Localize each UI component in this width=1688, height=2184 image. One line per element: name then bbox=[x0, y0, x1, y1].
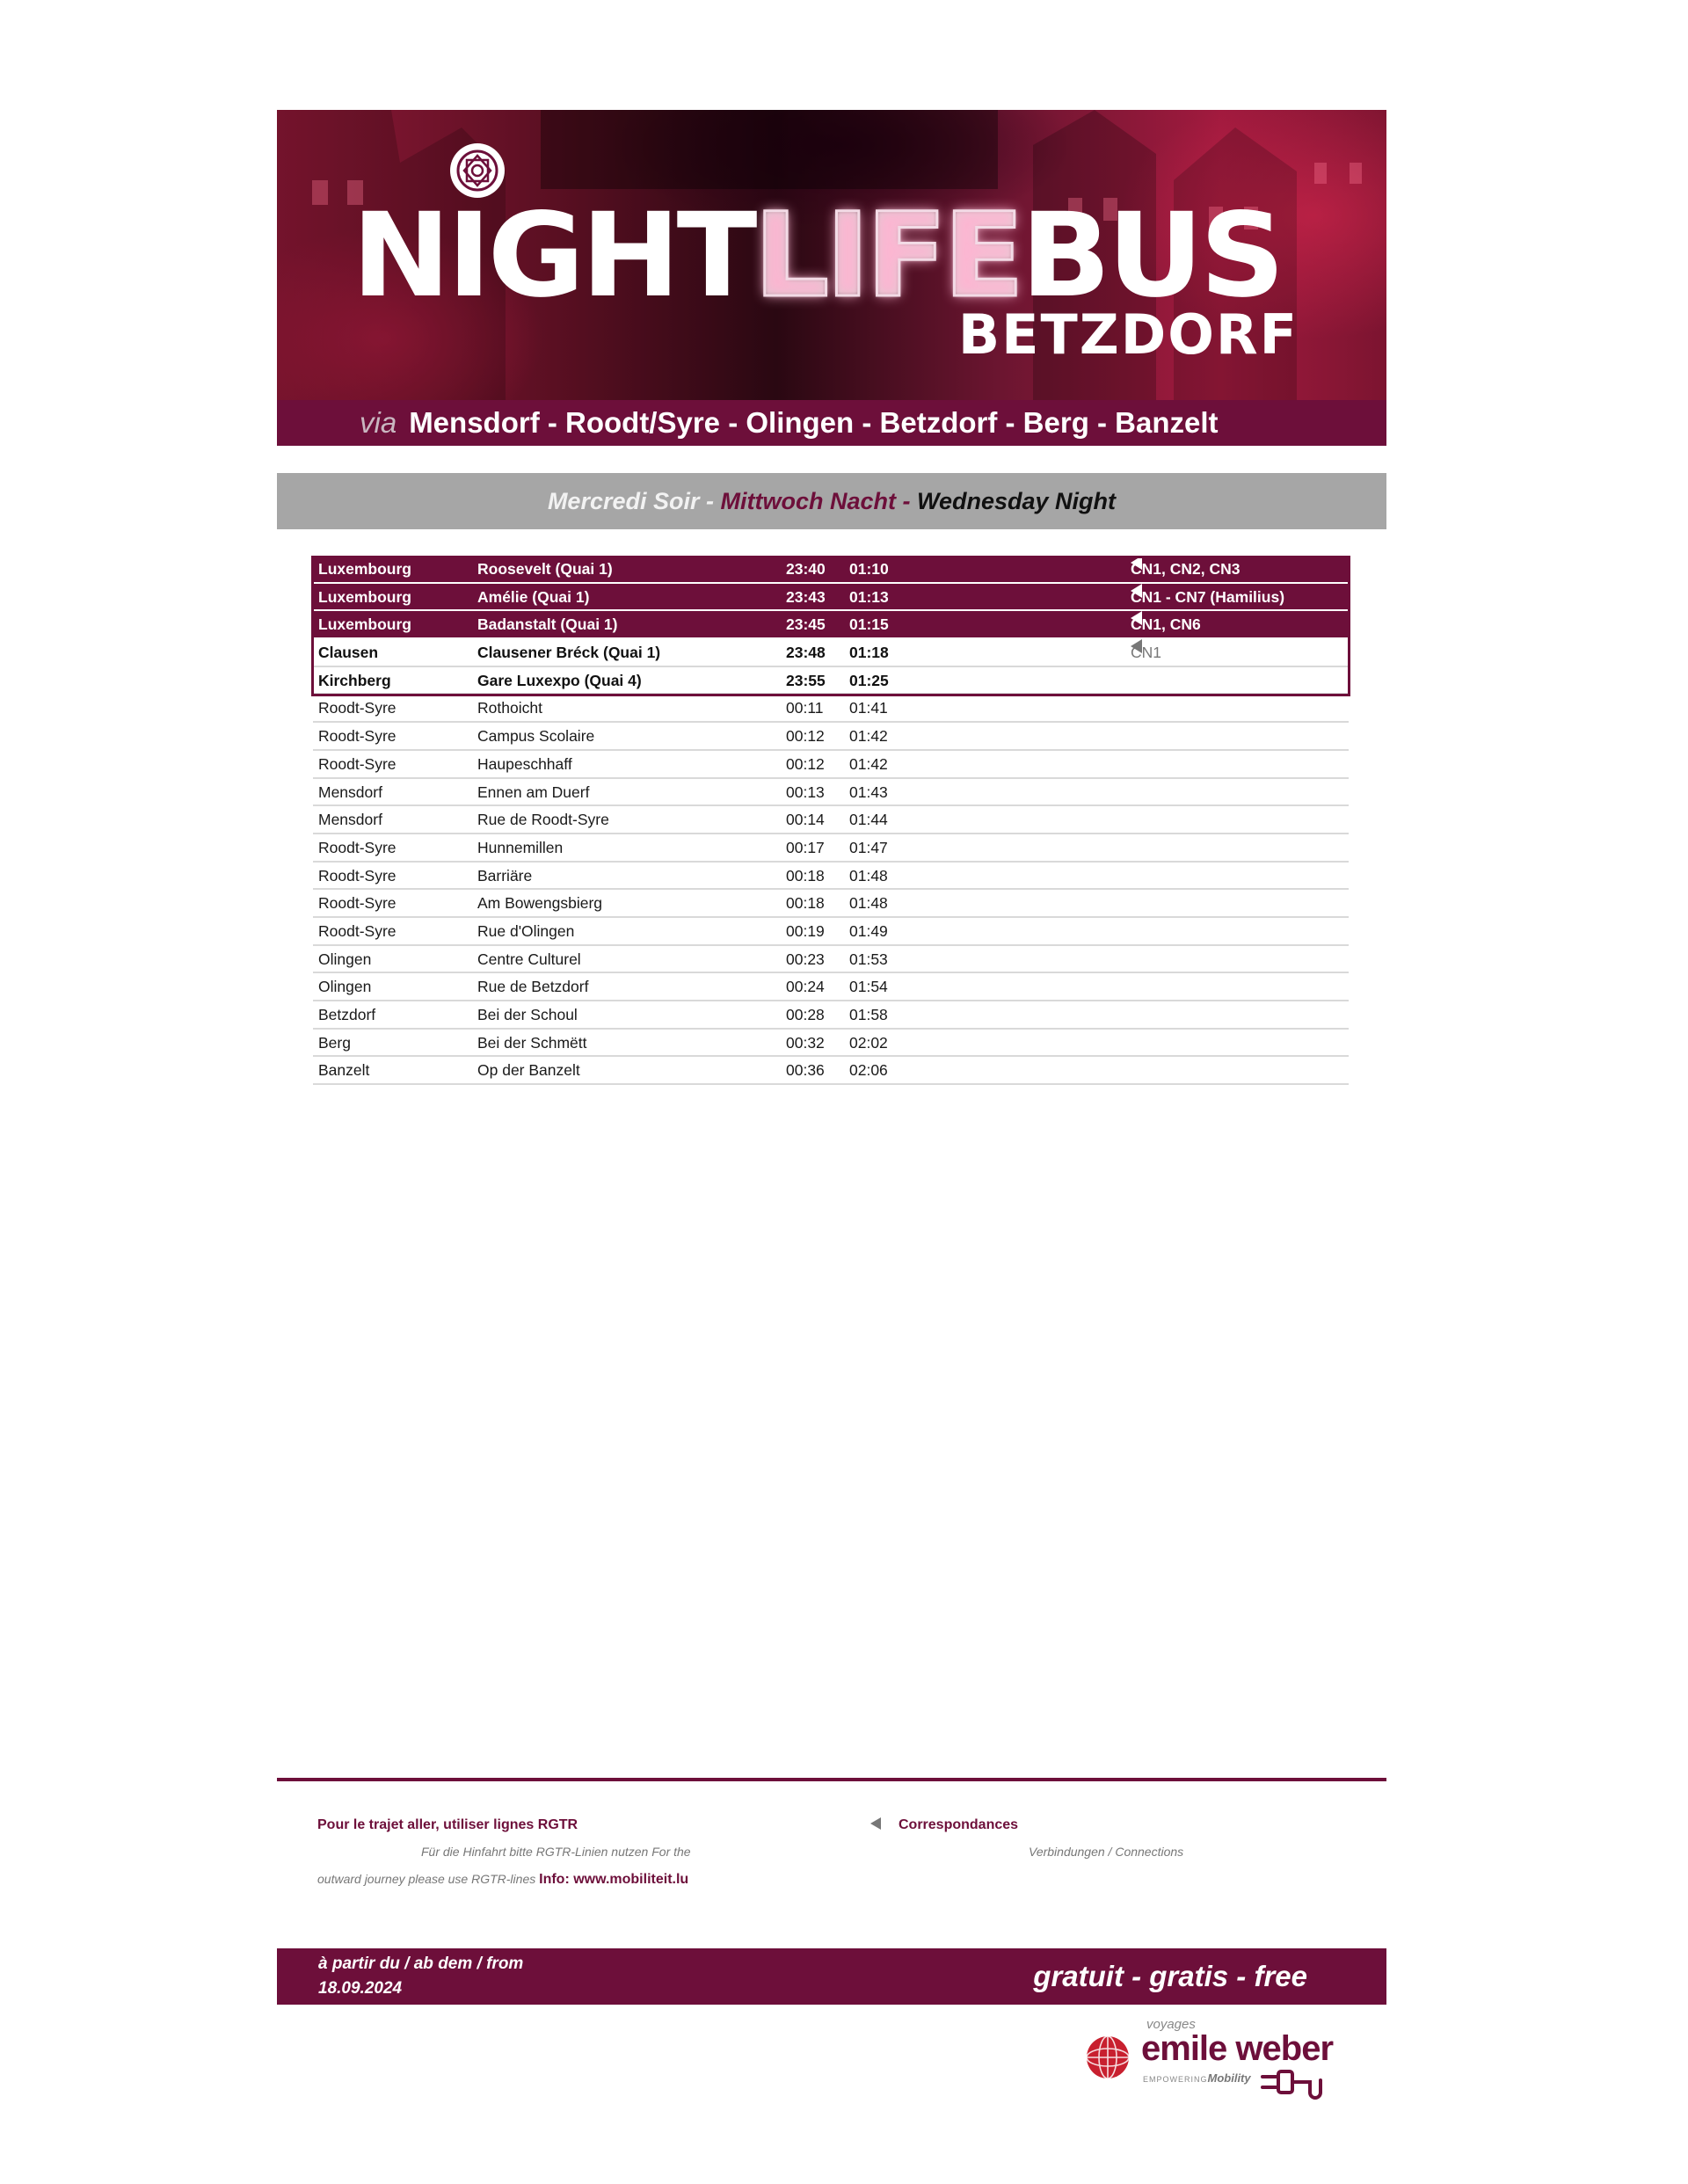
stop-town: Luxembourg bbox=[318, 560, 411, 578]
stop-town: Roodt-Syre bbox=[318, 894, 397, 913]
tagline-small: EMPOWERING bbox=[1143, 2075, 1208, 2084]
departure-time-1: 23:48 bbox=[786, 644, 826, 662]
stop-town: Roodt-Syre bbox=[318, 838, 397, 856]
outward-note-text bbox=[317, 1838, 722, 1893]
stop-name: Campus Scolaire bbox=[477, 727, 595, 746]
connection-lines: CN1, CN6 bbox=[1131, 615, 1201, 634]
stop-name: Rue de Betzdorf bbox=[477, 978, 589, 996]
stop-name: Centre Culturel bbox=[477, 950, 581, 968]
stop-name: Rothoicht bbox=[477, 699, 542, 717]
via-stops: Mensdorf - Roodt/Syre - Olingen - Betzdorf - Berg - Banzelt bbox=[409, 406, 1219, 439]
table-row bbox=[313, 1001, 1349, 1030]
departure-time-1: 00:24 bbox=[786, 978, 825, 996]
footer-divider bbox=[277, 1778, 1386, 1781]
departure-time-1: 00:19 bbox=[786, 921, 825, 940]
stop-name: Bei der Schmëtt bbox=[477, 1033, 587, 1052]
stop-name: Op der Banzelt bbox=[477, 1061, 580, 1080]
stop-name: Badanstalt (Quai 1) bbox=[477, 615, 618, 634]
departure-time-2: 01:47 bbox=[849, 838, 888, 856]
table-row bbox=[313, 723, 1349, 751]
departure-time-2: 02:02 bbox=[849, 1033, 888, 1052]
stop-town: Roodt-Syre bbox=[318, 699, 397, 717]
globe-icon bbox=[1083, 2033, 1132, 2082]
stop-town: Mensdorf bbox=[318, 783, 382, 801]
service-day-bar bbox=[277, 473, 1386, 529]
departure-time-1: 00:12 bbox=[786, 727, 825, 746]
stop-name: Roosevelt (Quai 1) bbox=[477, 560, 613, 578]
departure-time-2: 01:58 bbox=[849, 1006, 888, 1023]
connection-lines: CN1, CN2, CN3 bbox=[1131, 560, 1241, 578]
table-row bbox=[313, 667, 1349, 695]
departure-time-2: 01:48 bbox=[849, 894, 888, 913]
outward-note-heading: Pour le trajet aller, utiliser lignes RGTR bbox=[317, 1817, 578, 1832]
validity-bar bbox=[277, 1948, 1386, 2005]
stop-town: Olingen bbox=[318, 950, 372, 968]
departure-time-2: 01:42 bbox=[849, 754, 888, 773]
timetable bbox=[313, 556, 1349, 1085]
stop-name: Haupeschhaff bbox=[477, 754, 572, 773]
departure-time-1: 23:45 bbox=[786, 615, 826, 634]
tagline-big: Mobility bbox=[1207, 2071, 1251, 2085]
stop-town: Mensdorf bbox=[318, 811, 382, 829]
departure-time-2: 01:41 bbox=[849, 699, 888, 717]
table-row bbox=[313, 890, 1349, 918]
operator-logo bbox=[1083, 2012, 1356, 2100]
departure-time-2: 01:18 bbox=[849, 644, 889, 662]
day-label-de: Mittwoch Nacht - bbox=[720, 488, 917, 514]
table-row bbox=[313, 1030, 1349, 1058]
connection-arrow-icon bbox=[1131, 611, 1142, 625]
departure-time-2: 02:06 bbox=[849, 1061, 888, 1080]
valid-from-label: à partir du / ab dem / from bbox=[318, 1955, 524, 1973]
table-row bbox=[313, 779, 1349, 807]
departure-time-1: 00:17 bbox=[786, 838, 825, 856]
via-strip bbox=[277, 400, 1386, 446]
departure-time-2: 01:43 bbox=[849, 783, 888, 801]
departure-time-1: 00:32 bbox=[786, 1033, 825, 1052]
stop-town: Roodt-Syre bbox=[318, 866, 397, 885]
title-night: NIGHT bbox=[352, 188, 754, 324]
connections-cell bbox=[1131, 556, 1240, 584]
departure-time-2: 01:54 bbox=[849, 978, 888, 996]
table-row bbox=[313, 863, 1349, 891]
stop-name: Amélie (Quai 1) bbox=[477, 587, 590, 606]
stop-name: Rue de Roodt-Syre bbox=[477, 811, 609, 829]
connection-lines: CN1 bbox=[1131, 644, 1162, 662]
departure-time-1: 00:13 bbox=[786, 783, 825, 801]
outward-note-line1: Für die Hinfahrt bitte RGTR-Linien nutzen For the bbox=[421, 1845, 691, 1859]
valid-from-date: 18.09.2024 bbox=[318, 1979, 403, 1998]
departure-time-2: 01:42 bbox=[849, 727, 888, 746]
header-banner bbox=[277, 110, 1386, 446]
connections-cell bbox=[1131, 611, 1201, 639]
stop-town: Olingen bbox=[318, 978, 372, 996]
stop-town: Luxembourg bbox=[318, 615, 411, 634]
departure-time-2: 01:10 bbox=[849, 560, 889, 578]
stop-name: Bei der Schoul bbox=[477, 1006, 578, 1023]
departure-time-2: 01:13 bbox=[849, 587, 889, 606]
table-row bbox=[313, 639, 1349, 667]
title-life: LIFE bbox=[753, 188, 1021, 324]
stop-town: Roodt-Syre bbox=[318, 727, 397, 746]
table-row bbox=[313, 584, 1349, 612]
table-row bbox=[313, 556, 1349, 584]
table-row bbox=[313, 973, 1349, 1001]
info-link[interactable]: Info: www.mobiliteit.lu bbox=[539, 1872, 689, 1887]
stop-town: Luxembourg bbox=[318, 587, 411, 606]
departure-time-1: 00:36 bbox=[786, 1061, 825, 1080]
day-label-en: Wednesday Night bbox=[917, 488, 1117, 514]
connections-heading: Correspondances bbox=[899, 1817, 1019, 1832]
stop-town: Roodt-Syre bbox=[318, 921, 397, 940]
day-label-fr: Mercredi Soir - bbox=[547, 488, 721, 514]
departure-time-1: 00:18 bbox=[786, 866, 825, 885]
connection-lines: CN1 - CN7 (Hamilius) bbox=[1131, 587, 1285, 606]
free-fare-label: gratuit - gratis - free bbox=[1033, 1960, 1307, 1992]
departure-time-1: 00:28 bbox=[786, 1006, 825, 1023]
stop-town: Berg bbox=[318, 1033, 351, 1052]
departure-time-2: 01:48 bbox=[849, 866, 888, 885]
stop-town: Banzelt bbox=[318, 1061, 370, 1080]
connection-arrow-icon bbox=[1131, 639, 1142, 653]
table-row bbox=[313, 834, 1349, 863]
departure-time-2: 01:25 bbox=[849, 671, 889, 689]
departure-time-1: 00:23 bbox=[786, 950, 825, 968]
departure-time-1: 00:11 bbox=[786, 699, 824, 717]
connections-cell bbox=[1131, 639, 1161, 667]
stop-town: Roodt-Syre bbox=[318, 754, 397, 773]
table-row bbox=[313, 946, 1349, 974]
stop-town: Clausen bbox=[318, 644, 379, 662]
outward-note-line2: outward journey please use RGTR-lines bbox=[317, 1872, 540, 1886]
outward-journey-note bbox=[317, 1811, 722, 1893]
table-row bbox=[313, 1057, 1349, 1085]
departure-time-2: 01:53 bbox=[849, 950, 888, 968]
departure-time-2: 01:15 bbox=[849, 615, 889, 634]
stop-name: Gare Luxexpo (Quai 4) bbox=[477, 671, 642, 689]
departure-time-1: 23:55 bbox=[786, 671, 826, 689]
connection-arrow-icon bbox=[870, 1817, 881, 1830]
via-label: via bbox=[360, 406, 397, 439]
departure-time-1: 23:43 bbox=[786, 587, 826, 606]
title-bus: BUS bbox=[1020, 188, 1282, 324]
table-row bbox=[313, 611, 1349, 639]
stop-name: Ennen am Duerf bbox=[477, 783, 590, 801]
operator-name: emile weber bbox=[1141, 2029, 1334, 2068]
departure-time-1: 00:18 bbox=[786, 894, 825, 913]
table-row bbox=[313, 806, 1349, 834]
plug-icon bbox=[1259, 2066, 1338, 2101]
stop-town: Kirchberg bbox=[318, 671, 391, 689]
table-row bbox=[313, 918, 1349, 946]
stop-name: Rue d'Olingen bbox=[477, 921, 575, 940]
connection-arrow-icon bbox=[1131, 584, 1142, 598]
departure-time-1: 00:14 bbox=[786, 811, 825, 829]
departure-time-1: 00:12 bbox=[786, 754, 825, 773]
banner-title bbox=[352, 188, 1356, 324]
operator-tagline bbox=[1143, 2071, 1251, 2085]
connections-cell bbox=[1131, 584, 1284, 612]
connections-legend bbox=[870, 1811, 1310, 1866]
table-row bbox=[313, 751, 1349, 779]
connections-subtext: Verbindungen / Connections bbox=[1029, 1845, 1184, 1859]
banner-subtitle: BETZDORF bbox=[957, 302, 1299, 367]
valid-from bbox=[318, 1952, 523, 2001]
stop-name: Clausener Bréck (Quai 1) bbox=[477, 644, 661, 662]
table-row bbox=[313, 695, 1349, 723]
operator-voyages: voyages bbox=[1146, 2017, 1196, 2032]
timetable-rows bbox=[313, 556, 1349, 1085]
stop-name: Hunnemillen bbox=[477, 838, 564, 856]
departure-time-2: 01:44 bbox=[849, 811, 888, 829]
departure-time-2: 01:49 bbox=[849, 921, 888, 940]
connection-arrow-icon bbox=[1131, 556, 1142, 570]
stop-name: Barriäre bbox=[477, 866, 533, 885]
stop-name: Am Bowengsbierg bbox=[477, 894, 603, 913]
departure-time-1: 23:40 bbox=[786, 560, 826, 578]
stop-town: Betzdorf bbox=[318, 1006, 376, 1023]
